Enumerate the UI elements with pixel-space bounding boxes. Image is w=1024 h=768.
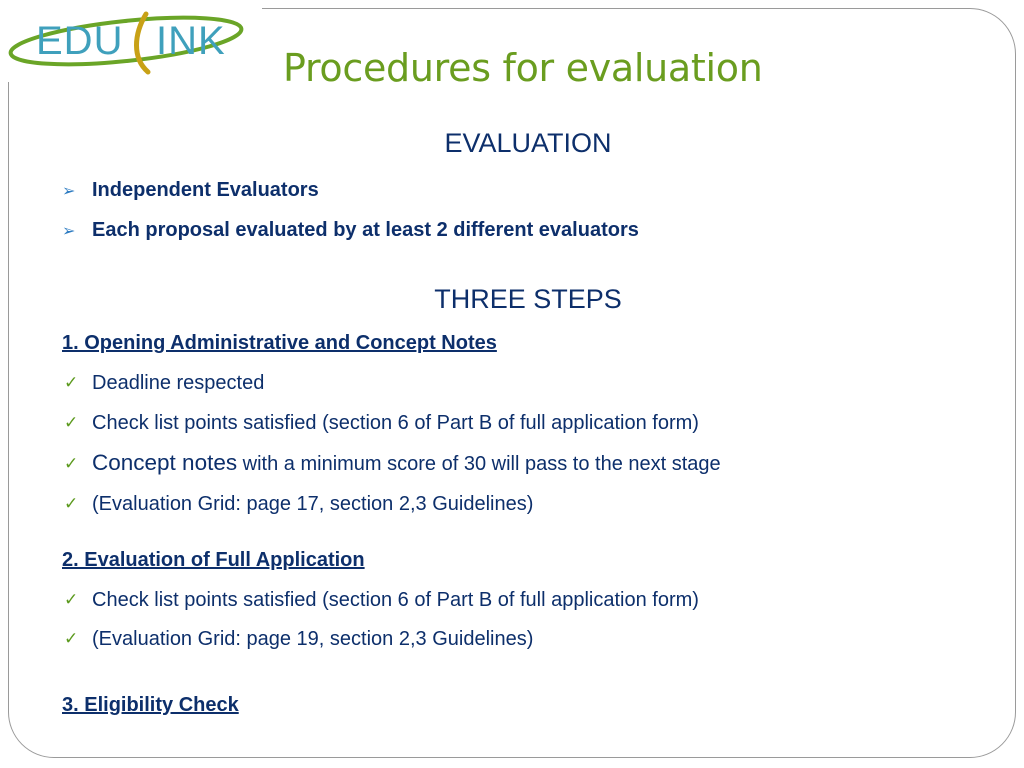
- step1-title: 1. Opening Administrative and Concept Notes: [62, 332, 497, 354]
- arrow-bullet-icon: ➢: [62, 183, 76, 200]
- three-steps-heading: THREE STEPS: [434, 284, 622, 314]
- step2-title: 2. Evaluation of Full Application: [62, 549, 365, 571]
- svg-text:EDU: EDU: [36, 19, 124, 63]
- evaluation-heading: EVALUATION: [444, 128, 612, 158]
- step2-item-grid: (Evaluation Grid: page 19, section 2,3 Guidelines): [92, 628, 534, 650]
- bullet-two-evaluators: Each proposal evaluated by at least 2 different evaluators: [92, 219, 639, 241]
- step1-item-checklist: Check list points satisfied (section 6 of Part B of full application form): [92, 412, 699, 434]
- check-icon: ✓: [64, 454, 79, 473]
- arrow-bullet-icon: ➢: [62, 223, 76, 240]
- step1-item-concept-notes: [92, 450, 721, 476]
- check-icon: ✓: [64, 413, 79, 432]
- concept-notes-rest: with a minimum score of 30 will pass to the next stage: [237, 453, 721, 475]
- svg-text:INK: INK: [156, 19, 226, 63]
- check-icon: ✓: [64, 590, 79, 609]
- logo: [0, 0, 262, 82]
- slide-title: Procedures for evaluation: [283, 46, 763, 90]
- step2-item-checklist: Check list points satisfied (section 6 of Part B of full application form): [92, 589, 699, 611]
- step1-item-deadline: Deadline respected: [92, 372, 265, 394]
- concept-notes-lead: Concept notes: [92, 450, 238, 475]
- edulink-logo-icon: [6, 6, 256, 78]
- check-icon: ✓: [64, 629, 79, 648]
- step3-title: 3. Eligibility Check: [62, 694, 239, 716]
- bullet-independent-evaluators: Independent Evaluators: [92, 179, 319, 201]
- step1-item-grid: (Evaluation Grid: page 17, section 2,3 Guidelines): [92, 493, 534, 515]
- check-icon: ✓: [64, 494, 79, 513]
- check-icon: ✓: [64, 373, 79, 392]
